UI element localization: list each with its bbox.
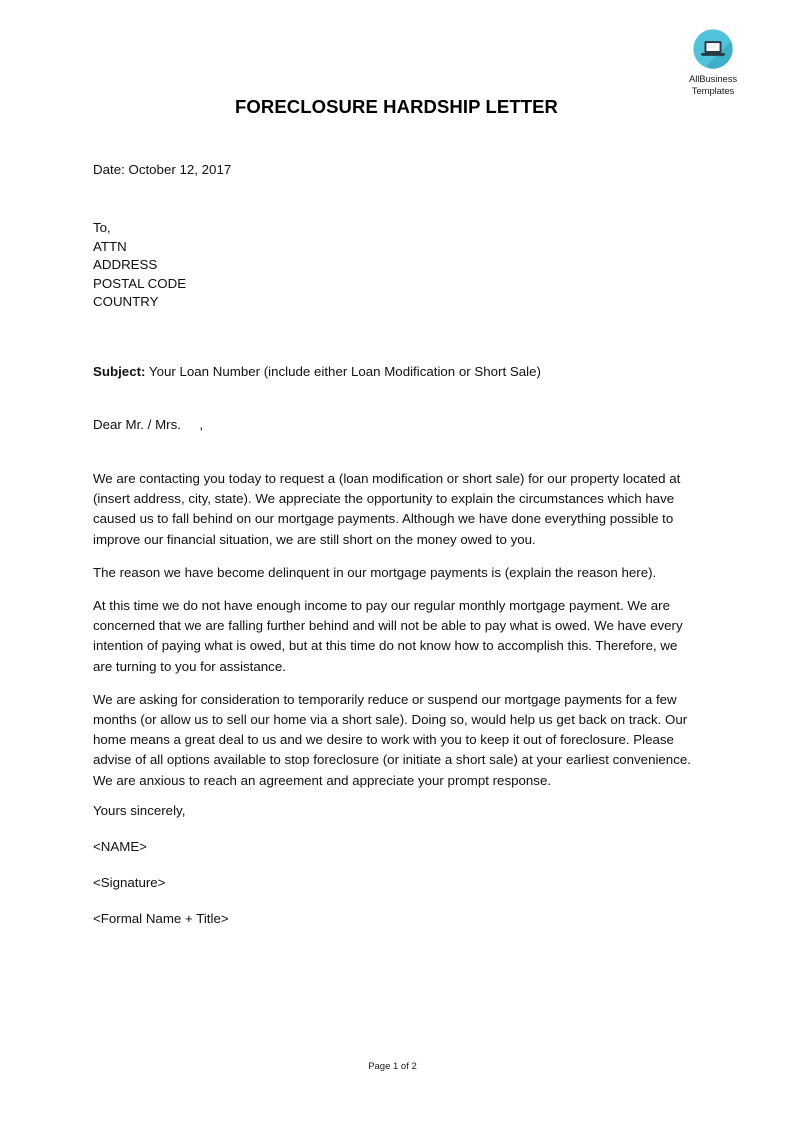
address-line-address: ADDRESS xyxy=(93,257,158,272)
page-footer: Page 1 of 2 xyxy=(368,1061,417,1072)
closing-signature-placeholder: <Signature> xyxy=(93,875,166,890)
paragraph-3: At this time we do not have enough income to pay our regular monthly mortgage payment. We are concerned that we are falling further behind and will not be able to pay what is owed. We have every intention of paying what is owed, but at this time do not know how to accomplish this. Therefore, we are turning to you for assistance. xyxy=(93,598,683,674)
address-line-postal-code: POSTAL CODE xyxy=(93,275,187,291)
address-line-to: To, xyxy=(93,220,111,235)
closing-name-placeholder: <NAME> xyxy=(93,839,147,854)
page-title: FORECLOSURE HARDSHIP LETTER xyxy=(234,96,559,117)
paragraph-4: We are asking for consideration to temporarily reduce or suspend our mortgage payments for a few months (or allow us to sell our home via a short sale). Doing so, would help us get back on track. Our home means a great deal to us and we desire to work with you to keep it out of foreclosure. Please advise of all options available to stop foreclosure (or initiate a short sale) at your earliest convenience. We are anxious to reach an agreement and appreciate your prompt response. xyxy=(93,691,691,788)
brand-logo xyxy=(671,28,755,97)
salutation-line: Dear Mr. / Mrs. , xyxy=(93,417,204,432)
address-line-country: COUNTRY xyxy=(93,294,159,309)
closing-formal-name-title-placeholder: <Formal Name + Title> xyxy=(93,911,229,926)
address-line-attn: ATTN xyxy=(93,238,127,254)
logo-text-line2: Templates xyxy=(691,85,735,97)
date-line: Date: October 12, 2017 xyxy=(93,162,232,177)
paragraph-2: The reason we have become delinquent in our mortgage payments is (explain the reason here). xyxy=(93,564,657,580)
subject-text: Your Loan Number (include either Loan Modification or Short Sale) xyxy=(145,364,541,379)
laptop-icon xyxy=(692,28,734,70)
subject-label: Subject: xyxy=(93,364,146,379)
logo-text-line1: AllBusiness xyxy=(688,74,737,85)
closing-salutation: Yours sincerely, xyxy=(93,803,186,818)
recipient-address-block xyxy=(93,219,186,312)
closing-block xyxy=(93,801,697,945)
subject-line xyxy=(93,362,541,382)
letter-paragraphs xyxy=(93,469,697,804)
paragraph-1: We are contacting you today to request a (loan modification or short sale) for our property located at (insert address, city, state). We appreciate the opportunity to explain the circumstances which have caused us to fall behind on our mortgage payments. Although we have done everything possible to improve our financial situation, we are still short on the money owed to you. xyxy=(93,471,681,547)
